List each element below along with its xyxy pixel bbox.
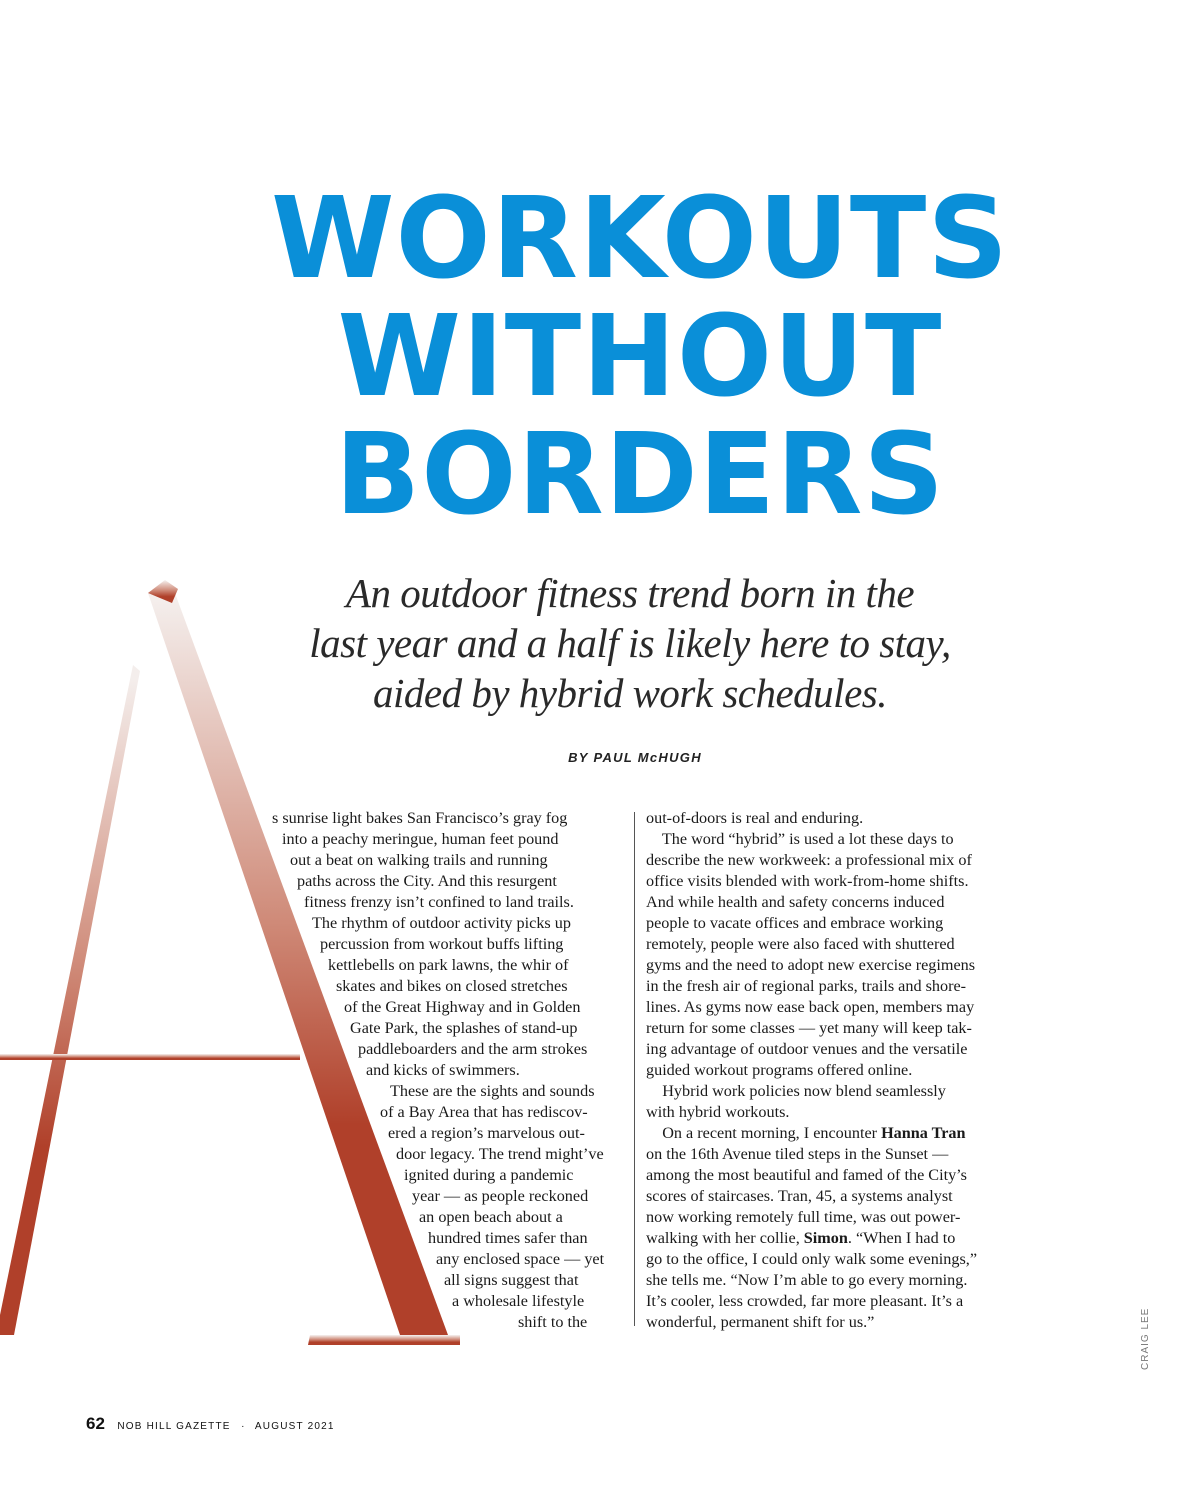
column1-line: a wholesale lifestyle <box>452 1292 585 1310</box>
line-text: among the most beautiful and famed of the City’s <box>646 1166 967 1184</box>
column2-line <box>646 955 1006 976</box>
publication-name: NOB HILL GAZETTE <box>117 1421 231 1432</box>
column2-line <box>646 850 1006 871</box>
column-divider <box>634 812 635 1326</box>
column2-line <box>646 1081 1006 1102</box>
column1-line: skates and bikes on closed stretches <box>336 977 568 995</box>
column2-line <box>646 1207 1006 1228</box>
line-text: with hybrid workouts. <box>646 1103 790 1121</box>
column1-line: year — as people reckoned <box>412 1187 589 1205</box>
line-text: ing advantage of outdoor venues and the versatile <box>646 1040 968 1058</box>
line-text: It’s cooler, less crowded, far more pleasant. It’s a <box>646 1292 964 1310</box>
bold-name: Simon <box>803 1229 848 1247</box>
column2-line <box>646 1312 1006 1333</box>
page-footer <box>86 1414 335 1434</box>
column2-line <box>646 1228 1006 1249</box>
column1-line: any enclosed space — yet <box>436 1250 605 1268</box>
line-text: out-of-doors is real and enduring. <box>646 809 864 827</box>
column1-line: of the Great Highway and in Golden <box>344 998 581 1016</box>
column1-line: into a peachy meringue, human feet pound <box>282 830 559 848</box>
column2-line <box>646 892 1006 913</box>
column2-line <box>646 808 1006 829</box>
headline-line: WITHOUT <box>337 292 943 422</box>
column2-line <box>646 871 1006 892</box>
column2-line <box>646 997 1006 1018</box>
column1-line: an open beach about a <box>419 1208 563 1226</box>
line-text: walking with her collie, <box>646 1229 804 1247</box>
column1-line: hundred times safer than <box>428 1229 588 1247</box>
line-text: . “When I had to <box>847 1229 956 1247</box>
column2-line <box>646 1165 1006 1186</box>
column1-line: shift to the <box>518 1313 588 1331</box>
column2-line <box>646 1144 1006 1165</box>
page-number: 62 <box>86 1414 105 1433</box>
line-text: now working remotely full time, was out power- <box>646 1208 961 1226</box>
column1-line: s sunrise light bakes San Francisco’s gray fog <box>272 809 568 827</box>
article-column-2 <box>646 808 1006 1333</box>
line-text: scores of staircases. Tran, 45, a systems analyst <box>646 1187 953 1205</box>
column2-line <box>646 913 1006 934</box>
footer-separator: · <box>241 1421 245 1432</box>
line-text: remotely, people were also faced with shuttered <box>646 935 955 953</box>
dek-line: aided by hybrid work schedules. <box>373 670 887 716</box>
column2-line <box>646 1186 1006 1207</box>
column1-line: kettlebells on park lawns, the whir of <box>328 956 569 974</box>
column2-line <box>646 1102 1006 1123</box>
column2-line <box>646 829 1006 850</box>
line-text: gyms and the need to adopt new exercise regimens <box>646 956 976 974</box>
line-text: go to the office, I could only walk some evenings,” <box>646 1250 978 1268</box>
column1-line: paths across the City. And this resurgent <box>297 872 557 890</box>
line-text: guided workout programs offered online. <box>646 1061 913 1079</box>
column1-line: all signs suggest that <box>444 1271 579 1289</box>
issue-date: AUGUST 2021 <box>254 1421 335 1432</box>
column1-line: ignited during a pandemic <box>404 1166 574 1184</box>
line-text: The word “hybrid” is used a lot these days to <box>646 830 954 848</box>
column2-line <box>646 1249 1006 1270</box>
line-text: Hybrid work policies now blend seamlessly <box>646 1082 946 1100</box>
column2-line <box>646 976 1006 997</box>
column1-line: fitness frenzy isn’t confined to land trails. <box>304 893 574 911</box>
line-text: people to vacate offices and embrace working <box>646 914 944 932</box>
column1-line: Gate Park, the splashes of stand-up <box>350 1019 578 1037</box>
line-text: lines. As gyms now ease back open, members may <box>646 998 975 1016</box>
column1-line: door legacy. The trend might’ve <box>396 1145 604 1163</box>
photo-credit: CRAIG LEE <box>1140 1307 1151 1370</box>
line-text: on the 16th Avenue tiled steps in the Sunset — <box>646 1145 949 1163</box>
column2-line <box>646 1270 1006 1291</box>
line-text: office visits blended with work-from-home shifts. <box>646 872 969 890</box>
article-column-1 <box>262 808 634 1333</box>
column1-line: paddleboarders and the arm strokes <box>358 1040 588 1058</box>
line-text: return for some classes — yet many will keep tak- <box>646 1019 972 1037</box>
byline: BY PAUL McHUGH <box>568 750 702 765</box>
line-text: in the fresh air of regional parks, trails and shore- <box>646 977 967 995</box>
column1-line: and kicks of swimmers. <box>366 1061 520 1079</box>
line-text: And while health and safety concerns induced <box>646 893 945 911</box>
column2-line <box>646 1039 1006 1060</box>
dek-line: last year and a half is likely here to stay, <box>309 620 951 666</box>
dek-line: An outdoor fitness trend born in the <box>345 570 915 616</box>
column1-line: The rhythm of outdoor activity picks up <box>312 914 571 932</box>
column2-line <box>646 934 1006 955</box>
headline-line: BORDERS <box>334 410 946 540</box>
bold-name: Hanna Tran <box>881 1124 966 1142</box>
column2-line <box>646 1018 1006 1039</box>
column2-line <box>646 1123 1006 1144</box>
line-text: she tells me. “Now I’m able to go every morning. <box>646 1271 968 1289</box>
column1-line: of a Bay Area that has rediscov- <box>380 1103 588 1121</box>
headline <box>200 174 1080 540</box>
line-text: describe the new workweek: a professional mix of <box>646 851 972 869</box>
headline-line: WORKOUTS <box>271 174 1009 304</box>
column1-line: percussion from workout buffs lifting <box>320 935 564 953</box>
column1-line: ered a region’s marvelous out- <box>388 1124 585 1142</box>
column2-line <box>646 1291 1006 1312</box>
column2-line <box>646 1060 1006 1081</box>
column1-line: These are the sights and sounds <box>390 1082 595 1100</box>
column1-line: out a beat on walking trails and running <box>290 851 548 869</box>
line-text: wonderful, permanent shift for us.” <box>646 1313 875 1331</box>
line-text: On a recent morning, I encounter <box>646 1124 882 1142</box>
